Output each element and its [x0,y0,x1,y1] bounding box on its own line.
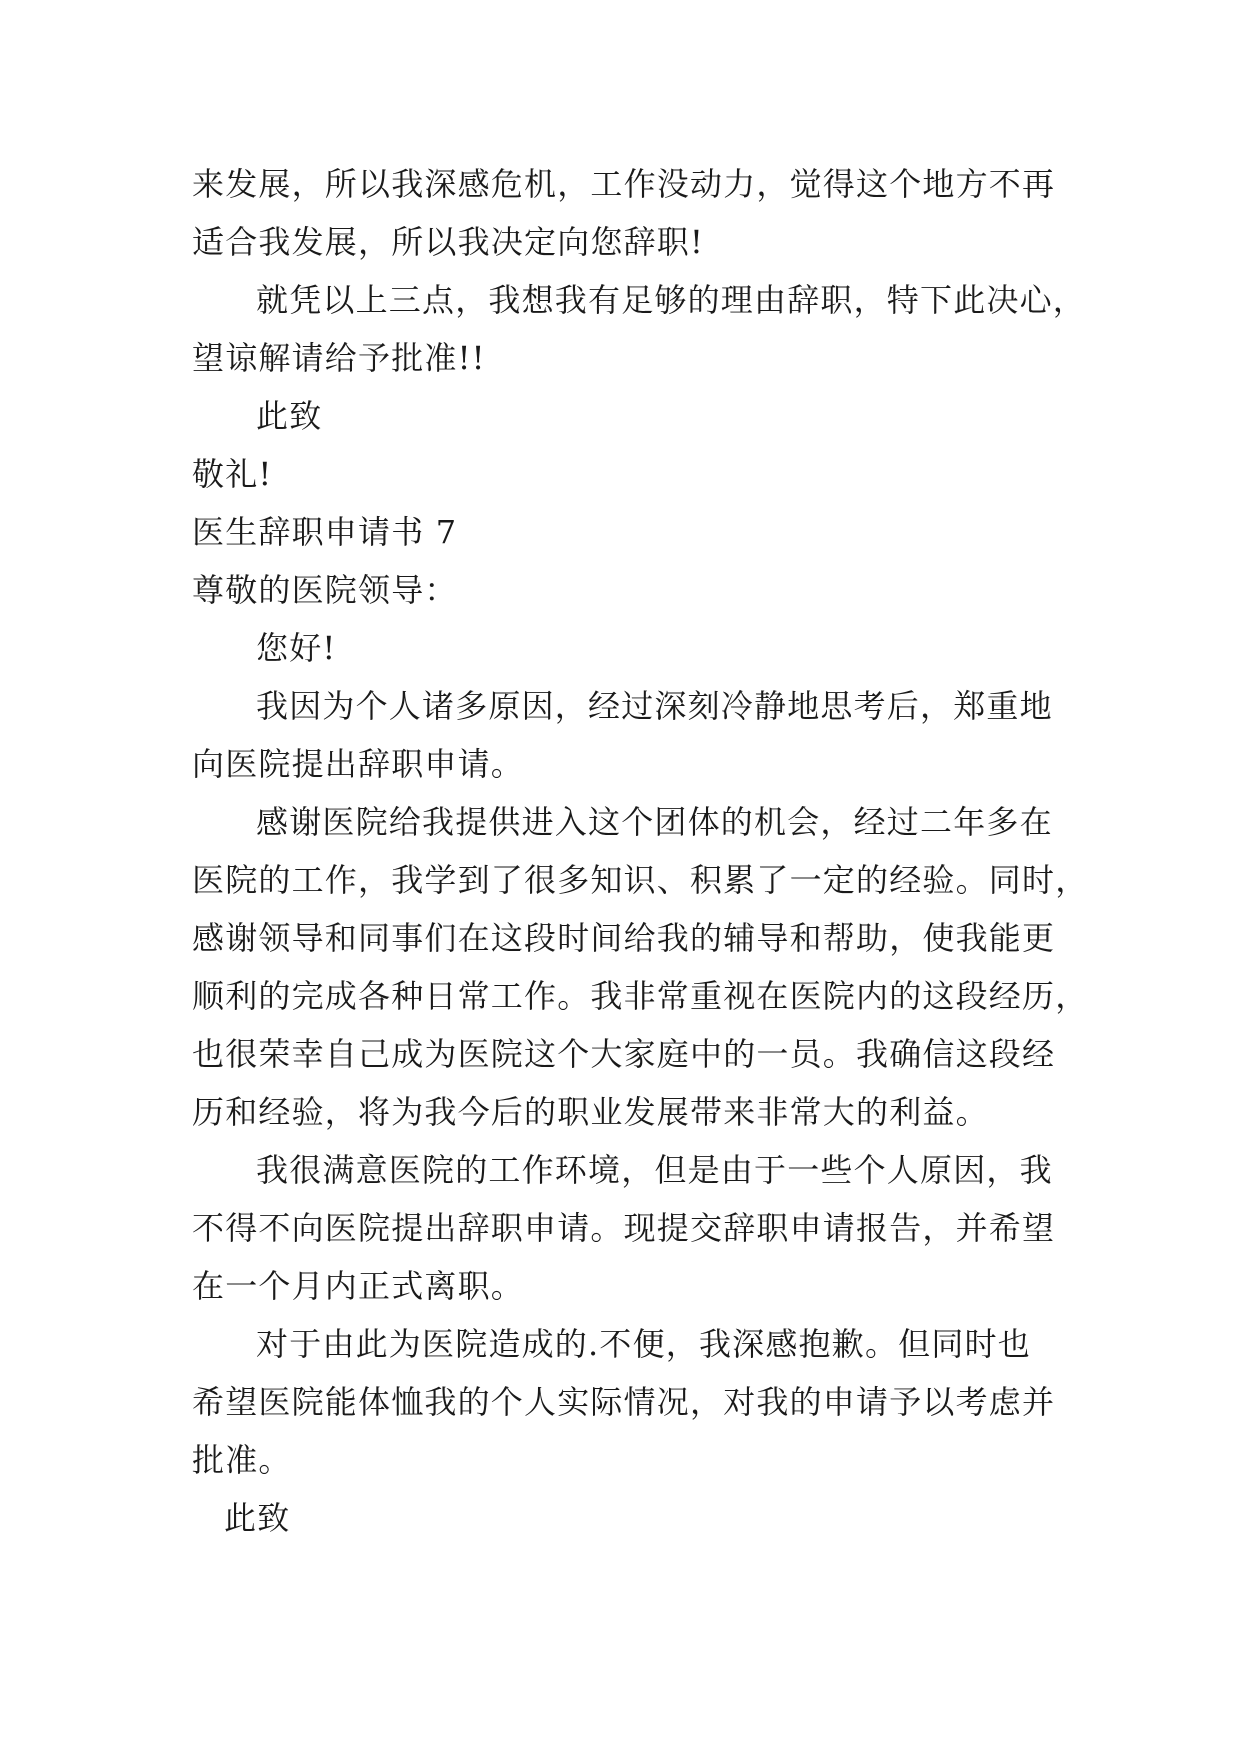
section-title: 医生辞职申请书 7 [192,513,458,551]
text-line: 医院的工作，我学到了很多知识、积累了一定的经验。同时， [192,861,1089,899]
text-line: 历和经验，将为我今后的职业发展带来非常大的利益。 [192,1093,989,1131]
text-line: 不得不向医院提出辞职申请。现提交辞职申请报告，并希望 [192,1209,1056,1247]
text-line: 感谢医院给我提供进入这个团体的机会，经过二年多在 [256,803,1053,841]
closing-salutation: 此致 [224,1499,291,1537]
text-line: 向医院提出辞职申请。 [192,745,525,783]
greeting-recipient: 尊敬的医院领导： [192,571,458,609]
text-line: 望谅解请给予批准!! [192,339,486,377]
text-line: 适合我发展，所以我决定向您辞职! [192,223,705,261]
closing-regards: 敬礼! [192,455,273,493]
closing-salutation: 此致 [256,397,323,435]
text-line: 在一个月内正式离职。 [192,1267,525,1305]
text-line: 也很荣幸自己成为医院这个大家庭中的一员。我确信这段经 [192,1035,1056,1073]
greeting: 您好! [256,629,337,667]
text-line: 我很满意医院的工作环境，但是由于一些个人原因，我 [256,1151,1053,1189]
text-line: 感谢领导和同事们在这段时间给我的辅导和帮助，使我能更 [192,919,1056,957]
text-line: 希望医院能体恤我的个人实际情况，对我的申请予以考虑并 [192,1383,1056,1421]
text-line: 顺利的完成各种日常工作。我非常重视在医院内的这段经历， [192,977,1089,1015]
text-line: 对于由此为医院造成的.不便，我深感抱歉。但同时也 [256,1325,1031,1363]
text-line: 就凭以上三点，我想我有足够的理由辞职，特下此决心， [256,281,1087,319]
text-line: 我因为个人诸多原因，经过深刻冷静地思考后，郑重地 [256,687,1053,725]
text-line: 批准。 [192,1441,292,1479]
text-line: 来发展，所以我深感危机，工作没动力，觉得这个地方不再 [192,165,1056,203]
